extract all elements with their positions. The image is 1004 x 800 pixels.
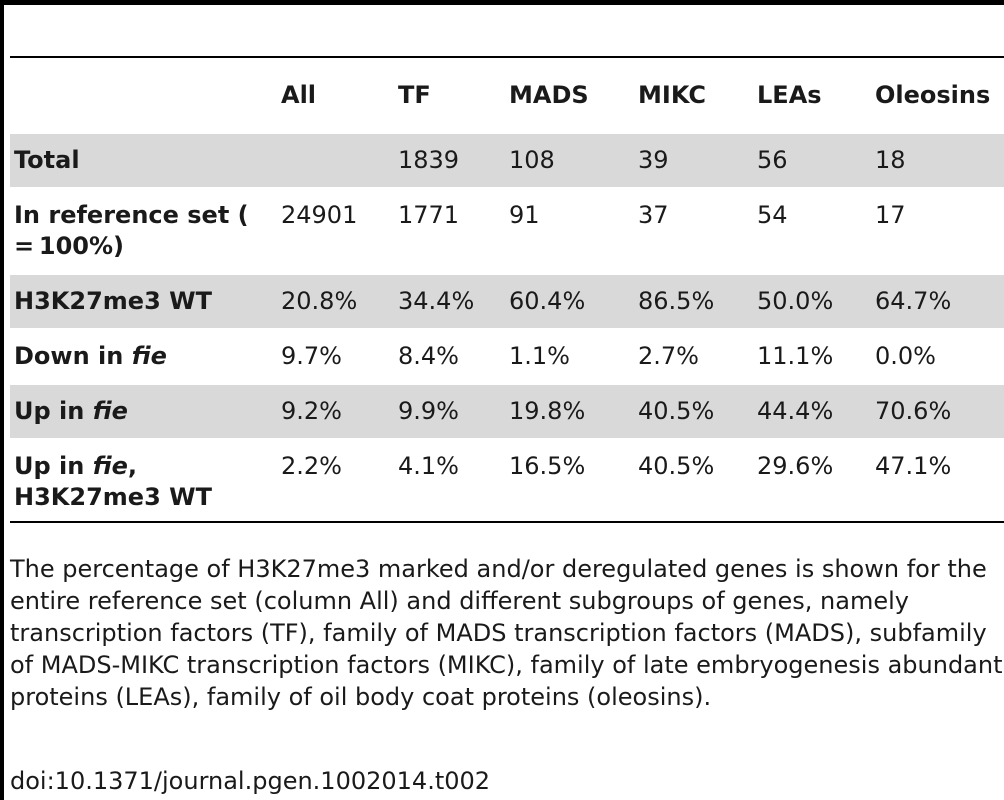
table-cell: 34.4% [394,274,505,329]
table-cell [277,133,394,188]
table-cell: 29.6% [753,439,871,524]
table-cell: 9.2% [277,384,394,439]
row-label [10,384,277,439]
table-cell: 54 [753,188,871,274]
table-row [10,384,1004,439]
header-cell-mads: MADS [509,80,589,109]
header-row [10,58,1004,133]
table-cell: 4.1% [394,439,505,524]
table-cell: 2.7% [634,329,753,384]
table-cell: 1.1% [505,329,634,384]
left-border-rule [0,0,4,800]
row-label-text: In reference set ( = 100%) [14,201,254,260]
table-cell: 40.5% [634,384,753,439]
table-cell: 18 [871,133,1004,188]
row-label [10,439,277,524]
row-label-text: Up in [14,452,93,480]
results-table [10,58,1004,524]
table-cell: 11.1% [753,329,871,384]
table-cell: 47.1% [871,439,1004,524]
table-row [10,188,1004,274]
table-cell: 108 [505,133,634,188]
table-cell: 70.6% [871,384,1004,439]
table-row [10,439,1004,524]
top-border-rule [0,0,1004,5]
header-cell-leas: LEAs [757,80,822,109]
row-label-italic: fie [92,397,128,425]
table-cell: 9.7% [277,329,394,384]
table-body [10,133,1004,524]
table-cell: 39 [634,133,753,188]
table-cell: 40.5% [634,439,753,524]
header-cell-tf: TF [398,80,431,109]
row-label [10,133,277,188]
row-label-text: Total [14,146,80,174]
table-row [10,329,1004,384]
row-label [10,188,277,274]
table-cell: 17 [871,188,1004,274]
table-cell: 0.0% [871,329,1004,384]
row-label-italic: fie [92,452,128,480]
table-cell: 60.4% [505,274,634,329]
row-label [10,329,277,384]
row-label [10,274,277,329]
table-cell: 50.0% [753,274,871,329]
table-cell: 2.2% [277,439,394,524]
table-cell: 9.9% [394,384,505,439]
table-cell: 8.4% [394,329,505,384]
row-label-italic: fie [131,342,167,370]
header-cell [10,58,277,133]
table-cell: 1771 [394,188,505,274]
table-row [10,133,1004,188]
table-cell: 91 [505,188,634,274]
table-bottom-rule [10,521,1004,523]
table-cell: 37 [634,188,753,274]
header-cell-oleosins: Oleosins [875,80,991,109]
table-cell: 56 [753,133,871,188]
table-cell: 16.5% [505,439,634,524]
table-row [10,274,1004,329]
table-cell: 19.8% [505,384,634,439]
table-cell: 20.8% [277,274,394,329]
table-footnote: The percentage of H3K27me3 marked and/or deregulated genes is shown for the entire reference set (column All) and different subgroups of genes, namely transcription factors (TF), family of MADS transcription factors (MADS), subfamily of MADS-MIKC transcription factors (MIKC), family of late embryogenesis abundant proteins (LEAs), family of oil body coat proteins (oleosins). [10,555,1003,711]
table-cell: 44.4% [753,384,871,439]
row-label-suffix: , H3K27me3 WT [14,452,212,511]
doi-text: doi:10.1371/journal.pgen.1002014.t002 [10,767,491,795]
row-label-text: Down in [14,342,132,370]
table-cell: 64.7% [871,274,1004,329]
row-label-text: H3K27me3 WT [14,287,212,315]
row-label-text: Up in [14,397,93,425]
header-cell-mikc: MIKC [638,80,706,109]
table-cell: 24901 [277,188,394,274]
table-cell: 1839 [394,133,505,188]
header-cell-all: All [281,80,317,109]
table-cell: 86.5% [634,274,753,329]
